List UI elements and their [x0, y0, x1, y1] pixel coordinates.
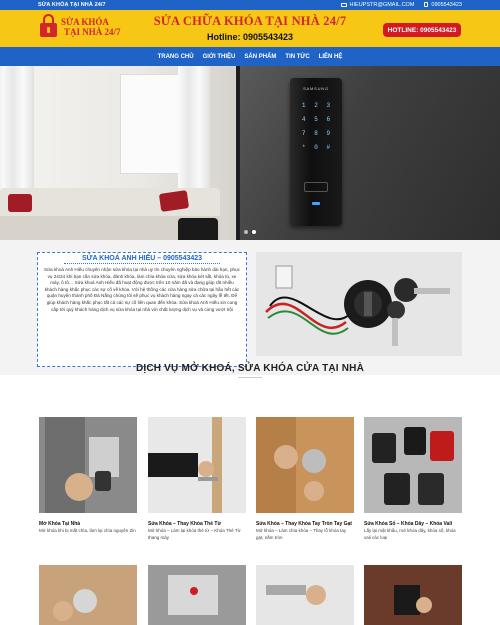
service-card-image — [148, 417, 246, 513]
service-card-image — [39, 565, 137, 625]
service-card-image — [256, 417, 354, 513]
nav-item-contact[interactable]: LIÊN HỆ — [318, 53, 343, 60]
service-card[interactable] — [256, 417, 354, 541]
mail-icon — [341, 3, 347, 7]
service-card-title[interactable]: Mở Khóa Tại Nhà — [39, 521, 81, 527]
service-card[interactable] — [364, 565, 462, 625]
hero-slider[interactable] — [0, 66, 500, 240]
logo-line-1: SỬA KHÓA — [61, 17, 109, 27]
slider-dot-1[interactable] — [244, 230, 248, 234]
service-card-desc: Mở khóa khi bị mất chìa, làm lại chìa nguyên Zin — [39, 528, 136, 533]
service-card-image — [148, 565, 246, 625]
logo-line-2: TẠI NHÀ 24/7 — [64, 27, 121, 37]
title-underline — [238, 377, 262, 378]
top-bar — [0, 0, 500, 10]
slider-dots — [0, 230, 500, 234]
door-image — [240, 66, 500, 240]
service-card[interactable] — [39, 417, 137, 535]
top-bar-title: SỬA KHÓA TẠI NHÀ 24/7 — [38, 2, 106, 8]
service-card-desc: Lấy lại mật khẩu, mở khóa dây, khóa số, khóa vali các loại — [364, 528, 456, 540]
card-reader — [304, 182, 328, 192]
lock-brand: SAMSUNG — [303, 86, 329, 91]
nav-item-news[interactable]: TIN TỨC — [285, 53, 310, 60]
top-bar-email-link[interactable] — [341, 2, 415, 8]
status-led — [312, 202, 320, 205]
site-header — [0, 10, 500, 47]
digital-door-lock-image — [290, 78, 342, 226]
service-card-image — [364, 417, 462, 513]
slider-dot-2[interactable] — [252, 230, 256, 234]
about-box — [37, 252, 247, 367]
lock-keypad: 1 2 3 4 5 6 7 8 9 * 0 # — [301, 102, 331, 151]
nav-item-products[interactable]: SẢN PHẨM — [244, 53, 277, 60]
service-card-title[interactable]: Sửa Khóa – Thay Khóa Tay Tròn Tay Gạt — [256, 521, 352, 527]
living-room-image — [0, 66, 235, 240]
ignition-key-image — [256, 252, 462, 356]
small-door-lock-image — [178, 218, 218, 240]
service-card[interactable] — [39, 565, 137, 625]
service-card[interactable] — [256, 565, 354, 625]
service-card[interactable] — [364, 417, 462, 541]
nav-item-about[interactable]: GIỚI THIỆU — [202, 53, 236, 60]
site-logo[interactable] — [40, 14, 121, 38]
padlock-icon — [40, 14, 57, 38]
hotline-button[interactable]: HOTLINE: 0905543423 — [383, 23, 461, 37]
service-card[interactable] — [148, 565, 246, 625]
top-bar-phone-link[interactable] — [424, 2, 462, 8]
about-text: Sửa khoá Anh Hiếu chuyên nhận sửa khóa tại nhà uy tín chuyên nghiệp bảo hành dài hạn, phục vụ 24/24 khi bạn cần sửa khóa, đánh khóa, làm chìa khóa cửa, sửa khóa két sắt, khóa tủ, xe máy, ô tô… Sửa khoá Anh Hiếu đã hoạt động được trên 10 năm đã và đang giúp rất nhiều khách hàng khắc phục các sự cố về khóa. Với hệ thống các cửa hàng sửa chữa tại hầu hết các quận huyện thành phố Đà Nẵng chúng tôi sẽ phục vụ khách hàng ngay cả các ngày lễ tết. Để giúp khách hàng khắc phục tất cả các sự cố liên quan đến khóa. Sửa khoá Anh Hiếu xin cung cấp tới quý khách hàng dịch vụ sửa khóa tại nhà với chất lượng dịch vụ và cùng vượt trội — [44, 267, 240, 312]
header-phone: Hotline: 0905543423 — [206, 32, 294, 42]
service-card-desc: Mở khóa – Làm chìa khóa – Thay lỗ khóa tay gạt, nắm tròn — [256, 528, 347, 540]
about-section — [0, 240, 500, 375]
service-card-title[interactable]: Sửa Khóa – Thay Khóa Thẻ Từ — [148, 521, 222, 527]
service-card-image — [364, 565, 462, 625]
main-nav — [0, 47, 500, 66]
service-card-image — [39, 417, 137, 513]
phone-icon — [424, 2, 428, 7]
top-bar-phone: 0905543423 — [431, 2, 462, 8]
service-card-image — [256, 565, 354, 625]
nav-item-home[interactable]: TRANG CHỦ — [157, 53, 194, 60]
about-title: SỬA KHOÁ ANH HIẾU – 0905543423 — [64, 255, 220, 264]
services-title: DỊCH VỤ MỞ KHOÁ, SỬA KHÓA CỬA TẠI NHÀ — [135, 363, 365, 374]
service-card[interactable] — [148, 417, 246, 541]
site-title: SỬA CHỮA KHÓA TẠI NHÀ 24/7 — [153, 14, 347, 28]
top-bar-email: HIEUPSTR@GMAIL.COM — [349, 2, 415, 8]
service-card-desc: Mở khóa – Làm lại khóa thẻ từ – Khóa Thẻ Từ thang máy — [148, 528, 241, 540]
service-card-title[interactable]: Sửa Khóa Số – Khóa Dây – Khóa Vali — [364, 521, 453, 527]
